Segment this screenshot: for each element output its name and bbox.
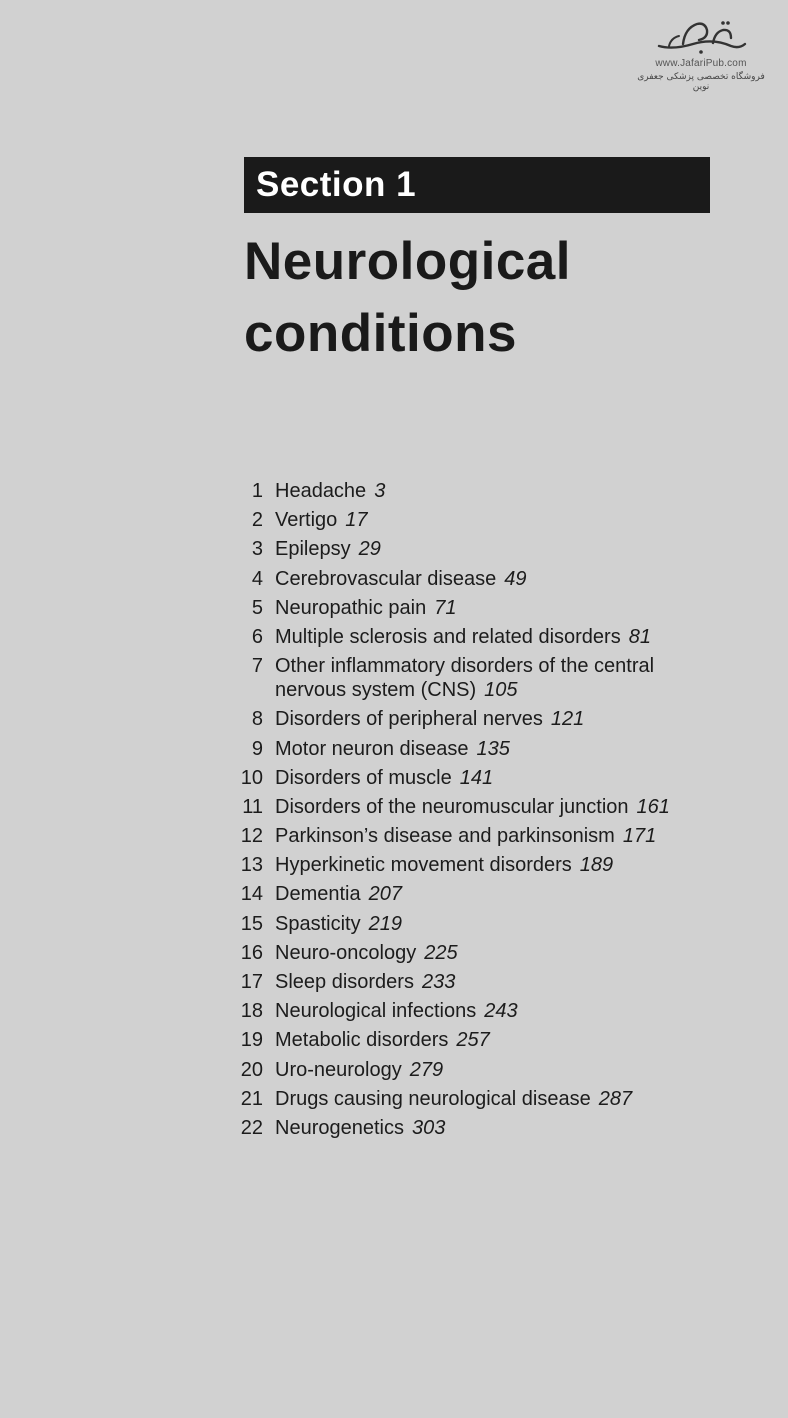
- chapter-title: Drugs causing neurological disease: [275, 1087, 591, 1110]
- publisher-tagline: فروشگاه تخصصی پزشکی جعفری نوین: [637, 72, 765, 92]
- chapter-number: 12: [240, 825, 263, 848]
- chapter-number: 6: [251, 625, 263, 648]
- section-label: Section 1: [256, 165, 417, 204]
- chapter-entry: [236, 766, 716, 790]
- chapter-page-number: 233: [421, 971, 456, 993]
- chapter-page-number: 161: [636, 795, 670, 818]
- chapter-entry: [236, 707, 716, 731]
- publisher-url: www.JafariPub.com: [655, 58, 747, 69]
- chapter-entry: [236, 737, 716, 761]
- chapter-page-number: 17: [345, 509, 368, 532]
- chapter-title: Neuro-oncology: [275, 941, 417, 964]
- chapter-title: Vertigo: [275, 509, 338, 532]
- chapter-entry: [236, 824, 716, 848]
- chapter-title: Hyperkinetic movement disorders: [275, 854, 572, 877]
- chapter-number: 1: [251, 480, 263, 502]
- chapter-entry: [236, 970, 716, 994]
- chapter-title: Parkinson’s disease and parkinsonism: [275, 825, 615, 848]
- chapter-entry: [236, 537, 716, 561]
- chapter-number: 3: [251, 538, 263, 561]
- chapter-number: 18: [240, 1000, 263, 1023]
- chapter-page-number: 3: [374, 480, 386, 502]
- chapter-title: Sleep disorders: [275, 971, 414, 993]
- chapter-number: 21: [240, 1087, 263, 1110]
- chapter-entry: [236, 508, 716, 532]
- section-header-bar: [244, 157, 710, 213]
- chapter-entry: [236, 941, 716, 965]
- chapter-page-number: 135: [476, 737, 510, 760]
- chapter-number: 10: [240, 766, 263, 789]
- chapter-page-number: 121: [550, 708, 585, 731]
- chapter-title: Motor neuron disease: [275, 737, 469, 760]
- chapter-title: Multiple sclerosis and related disorders: [275, 625, 621, 648]
- publisher-logo-icon: [653, 16, 749, 56]
- chapter-entry: [236, 479, 716, 503]
- chapter-number: 13: [240, 854, 263, 877]
- chapter-number: 22: [240, 1116, 263, 1139]
- chapter-page-number: 29: [358, 538, 381, 561]
- chapter-entry: [236, 882, 716, 906]
- chapter-entry: [236, 1058, 716, 1082]
- chapter-number: 5: [251, 596, 263, 619]
- chapter-number: 19: [240, 1029, 263, 1052]
- chapter-page-number: 287: [598, 1087, 633, 1110]
- chapter-page-number: 257: [456, 1029, 490, 1052]
- chapter-title: Neurogenetics: [275, 1116, 404, 1139]
- chapter-page-number: 279: [409, 1058, 444, 1081]
- chapter-page-number: 189: [579, 854, 614, 877]
- chapter-title: Disorders of peripheral nerves: [275, 708, 543, 731]
- chapter-entry: [236, 853, 716, 877]
- chapter-page-number: 171: [622, 825, 657, 848]
- chapter-entry: [236, 596, 716, 620]
- chapter-entry: [236, 999, 716, 1023]
- chapter-page-number: 141: [459, 766, 494, 789]
- chapter-page-number: 219: [368, 912, 402, 935]
- chapter-title: Epilepsy: [275, 538, 351, 561]
- chapter-title: Other inflammatory disorders of the central nervous system (CNS): [275, 655, 655, 702]
- chapter-number: 2: [251, 509, 263, 532]
- chapter-title: Cerebrovascular disease: [275, 567, 497, 590]
- chapter-page-number: 81: [628, 625, 651, 648]
- chapter-number: 16: [240, 941, 263, 964]
- publisher-watermark: [636, 16, 766, 92]
- chapter-entry: [236, 1116, 716, 1140]
- chapter-number: 20: [240, 1058, 263, 1081]
- chapter-title: Dementia: [275, 883, 361, 906]
- chapter-title: Disorders of muscle: [275, 766, 452, 789]
- chapter-number: 14: [240, 883, 263, 906]
- chapter-number: 17: [240, 971, 263, 993]
- chapter-page-number: 243: [484, 1000, 518, 1023]
- chapter-number: 15: [240, 912, 263, 935]
- section-title-line: Neurological: [244, 232, 572, 291]
- chapter-entry: [236, 1028, 716, 1052]
- chapter-entry: [236, 567, 716, 591]
- chapter-page-number: 225: [424, 941, 458, 964]
- chapter-number: 9: [251, 737, 263, 760]
- chapter-page-number: 303: [411, 1116, 446, 1139]
- chapter-page-number: 105: [484, 679, 518, 702]
- chapter-title: Metabolic disorders: [275, 1029, 449, 1052]
- chapter-page-number: 71: [434, 596, 457, 619]
- chapter-title: Uro-neurology: [275, 1058, 402, 1081]
- chapter-page-number: 207: [368, 883, 402, 906]
- chapter-entry: [236, 654, 716, 702]
- section-title-line: conditions: [244, 304, 517, 363]
- chapter-title: Spasticity: [275, 912, 361, 935]
- chapter-list: [236, 479, 716, 1145]
- chapter-number: 7: [251, 655, 263, 678]
- chapter-number: 4: [251, 567, 263, 590]
- chapter-entry: [236, 795, 716, 819]
- chapter-title: Disorders of the neuromuscular junction: [275, 795, 629, 818]
- chapter-entry: [236, 912, 716, 936]
- chapter-page-number: 49: [504, 567, 527, 590]
- chapter-title: Neuropathic pain: [275, 596, 427, 619]
- section-title: [244, 226, 704, 370]
- chapter-title: Headache: [275, 480, 367, 502]
- chapter-title: Neurological infections: [275, 1000, 477, 1023]
- chapter-number: 8: [251, 708, 263, 731]
- chapter-entry: [236, 1087, 716, 1111]
- chapter-entry: [236, 625, 716, 649]
- chapter-number: 11: [242, 795, 263, 818]
